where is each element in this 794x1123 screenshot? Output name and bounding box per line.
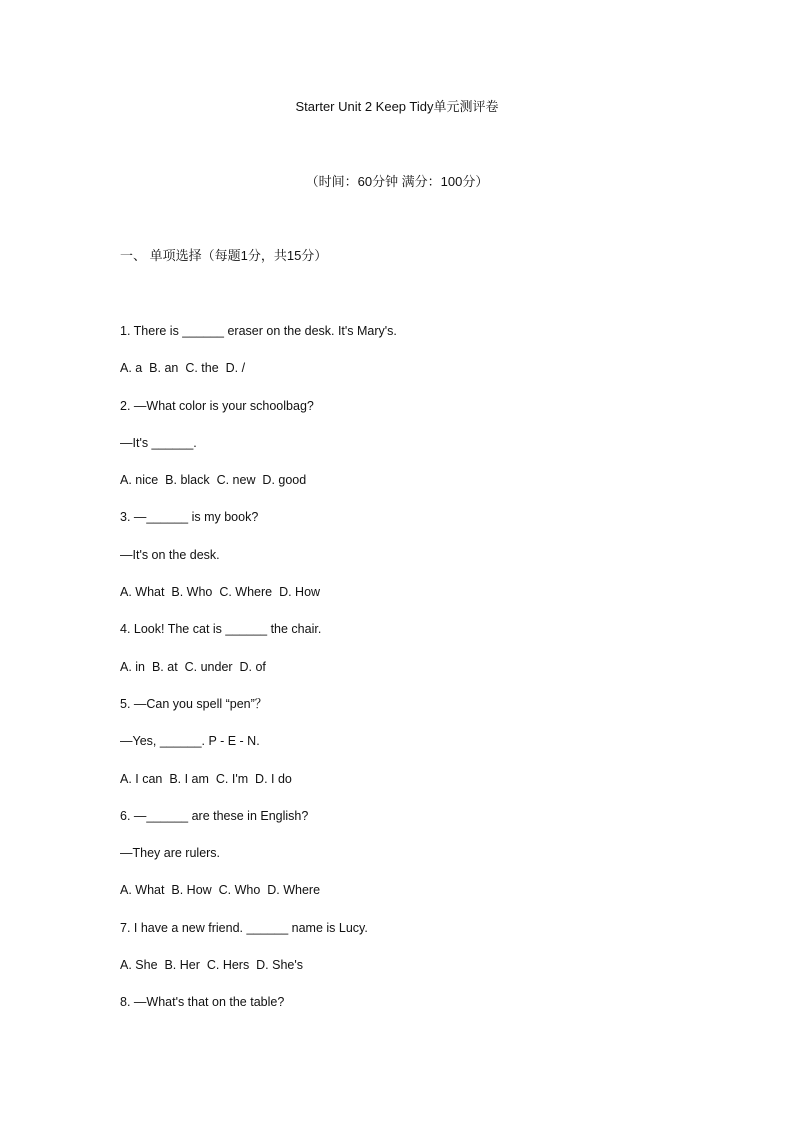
exam-info: （时间：60分钟 满分：100分） (305, 174, 489, 189)
question-line: —They are rulers. (120, 846, 221, 861)
answer-options: A. in B. at C. under D. of (120, 659, 266, 674)
question-line: —It's on the desk. (120, 547, 220, 562)
question-line: 1. There is ______ eraser on the desk. It's Mary's. (120, 324, 397, 338)
document-title: Starter Unit 2 Keep Tidy单元测评卷 (295, 99, 499, 114)
question-line: 3. —______ is my book? (120, 510, 259, 525)
question-line: —Yes, ______. P - E - N. (120, 734, 260, 749)
question-line: 5. —Can you spell “pen”？ (120, 696, 268, 711)
section-heading: 一、 单项选择（每题1分，共15分） (120, 248, 328, 263)
answer-options: A. a B. an C. the D. / (120, 361, 246, 376)
answer-options: A. nice B. black C. new D. good (120, 473, 307, 488)
question-line: 2. —What color is your schoolbag? (120, 398, 314, 413)
question-list (120, 322, 720, 1031)
question-line: 7. I have a new friend. ______ name is Lucy. (120, 920, 368, 935)
answer-options: A. I can B. I am C. I'm D. I do (120, 771, 292, 786)
answer-options: A. She B. Her C. Hers D. She's (120, 958, 304, 973)
answer-options: A. What B. Who C. Where D. How (120, 585, 321, 600)
question-line: —It's ______. (120, 435, 197, 450)
question-line: 6. —______ are these in English? (120, 808, 309, 823)
question-line: 4. Look! The cat is ______ the chair. (120, 622, 322, 637)
answer-options: A. What B. How C. Who D. Where (120, 883, 321, 898)
question-line: 8. —What's that on the table? (120, 995, 285, 1010)
